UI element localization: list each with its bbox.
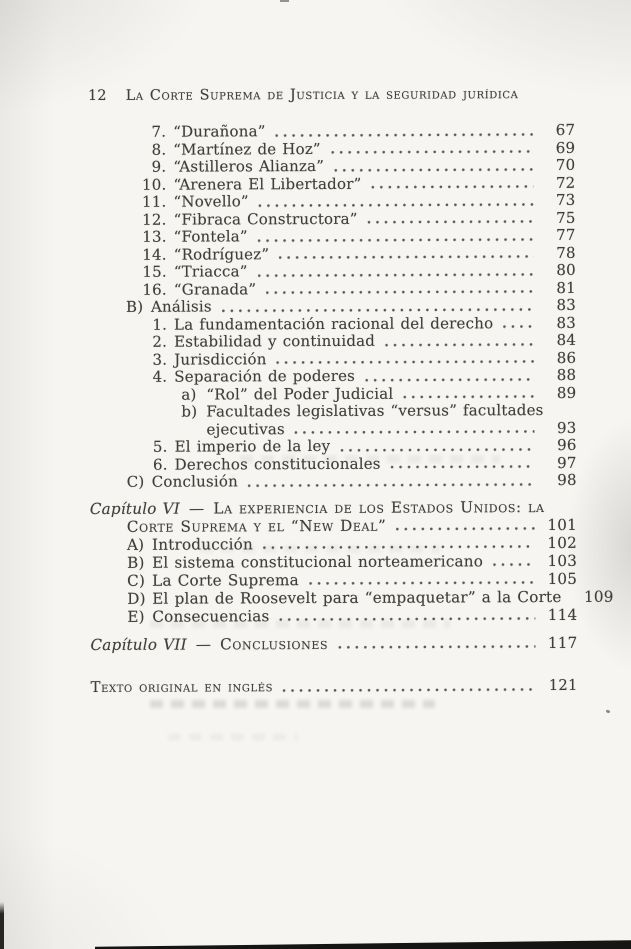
toc-row-label: 15. <box>142 262 167 281</box>
bleed-through-smudge <box>240 455 500 463</box>
toc-row-label: D) <box>127 589 146 608</box>
toc-row-page-number: 97 <box>557 453 577 472</box>
toc-row-label: 8. <box>151 140 167 159</box>
dot-leader <box>385 343 534 347</box>
running-header <box>88 86 575 105</box>
toc-row-text: Conclusión <box>151 472 238 491</box>
toc-row <box>89 279 576 299</box>
toc-row-text: “Rodríguez” <box>173 244 270 264</box>
toc-row-text: El imperio de la ley <box>174 436 331 456</box>
toc-row-text: “Fontela” <box>173 227 248 246</box>
chapter-6-block <box>89 497 614 626</box>
toc-row <box>90 437 577 457</box>
toc-row-text: Análisis <box>150 297 212 316</box>
toc-row-label: 2. <box>152 332 168 351</box>
toc-row-text: “Triacca” <box>173 262 248 281</box>
toc-row-label: 1. <box>152 315 168 334</box>
toc-row-page-number: 78 <box>556 243 576 262</box>
toc-row-text: “Granada” <box>173 279 257 299</box>
toc-row-page-number: 114 <box>547 605 578 624</box>
toc-row-page-number: 70 <box>555 155 576 174</box>
toc-row-page-number: 103 <box>547 551 578 570</box>
toc-row-label: 12. <box>142 210 167 229</box>
dot-leader <box>391 465 535 469</box>
toc-row-text: La fundamentación racional del derecho <box>173 313 494 334</box>
toc-row <box>89 227 576 247</box>
toc-row <box>89 402 576 422</box>
dot-leader <box>371 185 533 189</box>
toc-row-page-number: 80 <box>556 260 576 279</box>
toc-row-label: 3. <box>152 350 168 369</box>
toc-row-text: Separación de poderes <box>174 366 356 386</box>
dot-leader <box>258 238 534 242</box>
chapter-6-title-part-2: Corte Suprema y el “New Deal” <box>126 516 387 536</box>
toc-row-text: “Martínez de Hoz” <box>173 139 321 159</box>
toc-row-text: “Novello” <box>173 192 249 211</box>
toc-row-label: 14. <box>142 245 167 264</box>
toc-row-label: A) <box>126 535 145 554</box>
dot-leader <box>276 133 534 137</box>
toc-row-label: 13. <box>142 227 167 246</box>
toc-row-page-number: 109 <box>583 587 614 606</box>
dot-leader <box>331 150 533 154</box>
bleed-through-smudge <box>200 545 440 553</box>
bleed-through-smudge <box>168 734 298 740</box>
chapter-7-title: Conclusiones <box>220 634 329 653</box>
toc-row <box>88 122 575 142</box>
dot-leader <box>277 360 535 364</box>
toc-row <box>90 569 577 589</box>
dot-leader <box>334 168 533 172</box>
chapter-6-title-part-1: La experiencia de los Estados Unidos: la <box>213 497 545 517</box>
toc-row <box>89 209 576 229</box>
toc-row-label: b) <box>181 402 198 421</box>
toc-row-page-number: 81 <box>556 278 576 297</box>
dot-leader <box>340 448 534 452</box>
toc-row <box>89 332 576 352</box>
toc-row-label: 16. <box>142 280 167 299</box>
appendix-row <box>91 676 578 696</box>
dot-leader <box>295 430 535 434</box>
chapter-6-page-number: 101 <box>547 515 577 534</box>
dot-leader <box>365 378 534 382</box>
toc-row-text: Derechos constitucionales <box>174 454 381 474</box>
toc-row-text: Jurisdicción <box>174 349 267 369</box>
toc-row-page-number: 93 <box>556 418 577 437</box>
toc-row-text: El sistema constitucional norteamericano <box>152 551 484 572</box>
toc-row-text: “Fibraca Constructora” <box>173 209 358 229</box>
dot-leader <box>493 563 535 566</box>
toc-row <box>88 139 575 159</box>
folio-page-number: 12 <box>88 87 107 104</box>
toc-row-page-number: 105 <box>547 569 578 588</box>
toc-row <box>89 244 576 264</box>
dot-leader <box>283 688 536 692</box>
toc-row-page-number: 69 <box>555 138 576 157</box>
dot-leader <box>266 290 534 294</box>
toc-row-page-number: 84 <box>556 330 577 349</box>
toc-row-page-number: 72 <box>555 173 576 192</box>
toc-row-page-number: 77 <box>556 225 576 244</box>
toc-row-text: La Corte Suprema <box>152 570 299 590</box>
toc-row-page-number: 86 <box>556 348 577 367</box>
toc-row-label: E) <box>127 607 145 626</box>
toc-row-page-number: 75 <box>556 208 576 227</box>
toc-row-label: B) <box>127 553 145 572</box>
toc-row-text: ejecutivas <box>206 419 285 438</box>
toc-row <box>88 157 575 177</box>
dot-leader <box>279 255 534 259</box>
toc-row-label: 7. <box>151 122 167 141</box>
dot-leader <box>248 483 535 487</box>
chapter-6-kicker: Capítulo VI <box>89 499 181 518</box>
toc-row-label: 10. <box>141 175 167 194</box>
toc-row-page-number: 102 <box>547 533 578 552</box>
appendix-title: Texto original en inglés <box>90 677 274 696</box>
toc-row <box>89 367 576 387</box>
chapter-6-heading-line-1 <box>90 497 577 517</box>
toc-row-label: 11. <box>141 192 167 211</box>
toc-row-text: Estabilidad y continuidad <box>174 331 376 351</box>
chapter-7-page-number: 117 <box>547 633 578 652</box>
dot-leader <box>309 581 535 585</box>
dot-leader <box>368 220 534 224</box>
toc-row <box>89 262 576 282</box>
bleed-through-smudge <box>150 620 450 628</box>
toc-row-page-number: 89 <box>556 383 577 402</box>
toc-row-text: Consecuencias <box>152 606 270 626</box>
toc-row <box>89 297 576 317</box>
running-title: La Corte Suprema de Justicia y la seguridad jurídica <box>125 86 519 104</box>
toc-row-page-number: 83 <box>556 313 577 332</box>
toc-row-label: a) <box>181 385 197 404</box>
scan-edge-sliver <box>0 902 4 949</box>
dot-leader <box>222 308 534 312</box>
toc-row-page-number: 73 <box>555 190 576 209</box>
toc-row <box>89 419 576 439</box>
toc-row-text: “Durañona” <box>173 122 266 141</box>
toc-row-page-number: 98 <box>557 470 577 489</box>
toc-row-label: 5. <box>152 437 168 456</box>
toc-row <box>90 472 577 492</box>
toc-row-label: C) <box>127 571 146 590</box>
toc-row-text: Facultades legislativas “versus” facultades <box>206 401 544 421</box>
chapter-7-heading <box>90 633 577 653</box>
toc-row <box>88 192 575 212</box>
toc-row-text: Introducción <box>151 534 254 554</box>
toc-row-text: El plan de Roosevelt para “empaquetar” a la Corte <box>152 587 562 608</box>
dot-leader <box>503 325 534 328</box>
toc-row-label: C) <box>126 472 145 491</box>
toc-row-label: 6. <box>152 455 168 474</box>
chapter-7-kicker: Capítulo VII <box>90 635 187 654</box>
bleed-through-smudge <box>150 700 435 708</box>
toc-list <box>88 122 577 492</box>
toc-row <box>88 174 575 194</box>
toc-row-label: 9. <box>151 157 167 176</box>
dot-leader <box>258 273 534 277</box>
em-dash: — <box>188 498 205 518</box>
toc-row-label: B) <box>125 297 144 316</box>
dot-leader <box>259 203 534 207</box>
toc-row <box>90 551 577 571</box>
toc-row-page-number: 96 <box>557 435 577 454</box>
toc-row-text: “Rol” del Poder Judicial <box>206 384 394 403</box>
toc-row-label: 4. <box>152 367 168 386</box>
page-content <box>88 86 614 697</box>
dot-leader <box>403 395 534 399</box>
chapter-6-heading-line-2 <box>90 515 577 535</box>
toc-row-page-number: 67 <box>555 120 576 139</box>
toc-row-page-number: 83 <box>556 295 576 314</box>
toc-row <box>90 587 614 608</box>
scan-edge-mark <box>280 0 289 2</box>
toc-row-text: “Astilleros Alianza” <box>173 156 325 176</box>
dot-leader <box>396 527 535 531</box>
toc-row-page-number: 88 <box>556 365 577 384</box>
appendix-page-number: 121 <box>548 676 578 694</box>
dust-speck <box>606 709 611 713</box>
em-dash: — <box>195 634 212 654</box>
dot-leader <box>338 645 535 649</box>
scan-bottom-band <box>95 939 631 949</box>
toc-row-text: “Arenera El Libertador” <box>173 174 362 194</box>
